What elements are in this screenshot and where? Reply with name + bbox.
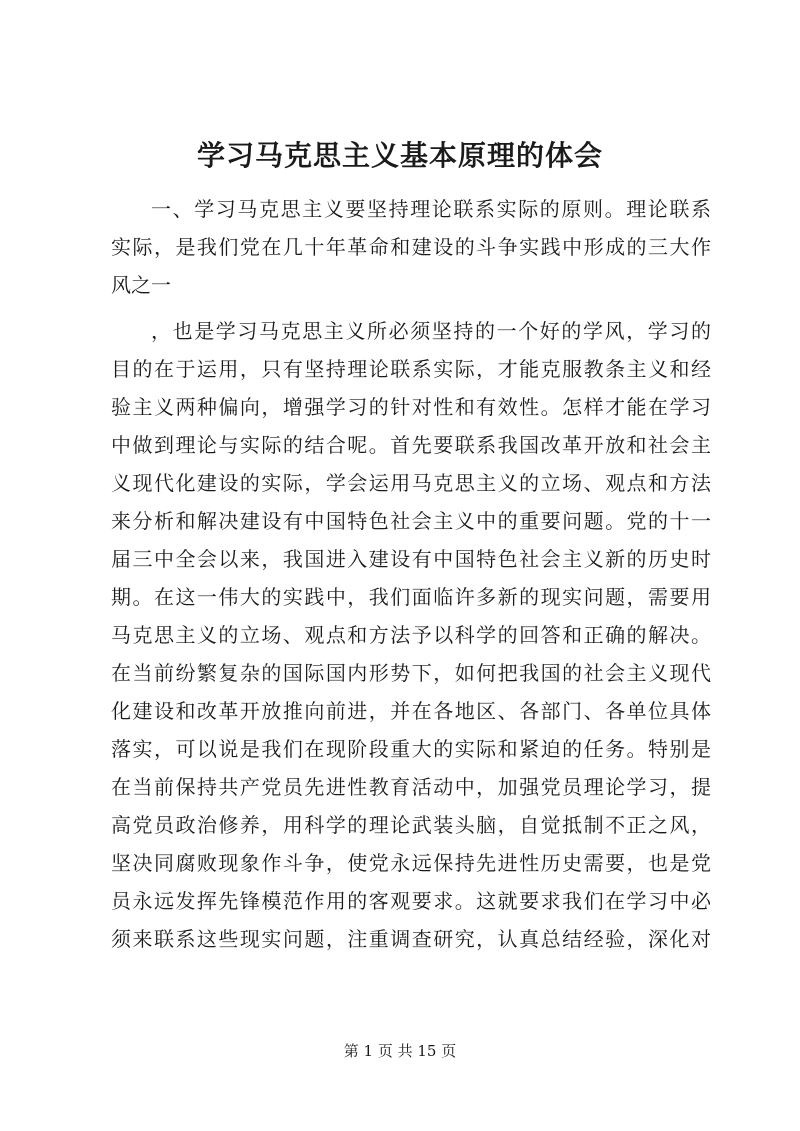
text-line: 风之一: [111, 273, 171, 297]
text-line: 员永远发挥先锋模范作用的客观要求。这就要求我们在学习中必: [111, 889, 711, 913]
text-line: ，也是学习马克思主义所必须坚持的一个好的学风，学习的: [151, 319, 711, 343]
text-line: 来分析和解决建设有中国特色社会主义中的重要问题。党的十一: [111, 509, 711, 533]
text-line: 届三中全会以来，我国进入建设有中国特色社会主义新的历史时: [111, 547, 711, 571]
text-line: 高党员政治修养，用科学的理论武装头脑，自觉抵制不正之风，: [111, 813, 711, 837]
text-line: 义现代化建设的实际，学会运用马克思主义的立场、观点和方法: [111, 471, 711, 495]
text-line: 在当前保持共产党员先进性教育活动中，加强党员理论学习，提: [111, 775, 711, 799]
text-line: 在当前纷繁复杂的国际国内形势下，如何把我国的社会主义现代: [111, 661, 711, 685]
text-line: 中做到理论与实际的结合呢。首先要联系我国改革开放和社会主: [111, 433, 711, 457]
page-footer: 第 1 页 共 15 页: [343, 1042, 457, 1060]
text-line: 坚决同腐败现象作斗争，使党永远保持先进性历史需要，也是党: [111, 851, 711, 875]
paragraph-1: [111, 190, 711, 304]
text-line: 须来联系这些现实问题，注重调查研究，认真总结经验，深化对: [111, 927, 711, 951]
paragraph-2: [111, 312, 711, 958]
text-line: 落实，可以说是我们在现阶段重大的实际和紧迫的任务。特别是: [111, 737, 711, 761]
text-line: 马克思主义的立场、观点和方法予以科学的回答和正确的解决。: [111, 623, 711, 647]
text-line: 目的在于运用，只有坚持理论联系实际，才能克服教条主义和经: [111, 357, 711, 381]
document-body: [111, 190, 711, 958]
text-line: 化建设和改革开放推向前进，并在各地区、各部门、各单位具体: [111, 699, 711, 723]
text-line: 一、学习马克思主义要坚持理论联系实际的原则。理论联系: [151, 197, 711, 221]
text-line: 实际，是我们党在几十年革命和建设的斗争实践中形成的三大作: [111, 235, 711, 259]
text-line: 验主义两种偏向，增强学习的针对性和有效性。怎样才能在学习: [111, 395, 711, 419]
text-line: 期。在这一伟大的实践中，我们面临许多新的现实问题，需要用: [111, 585, 711, 609]
document-title: 学习马克思主义基本原理的体会: [196, 139, 603, 172]
